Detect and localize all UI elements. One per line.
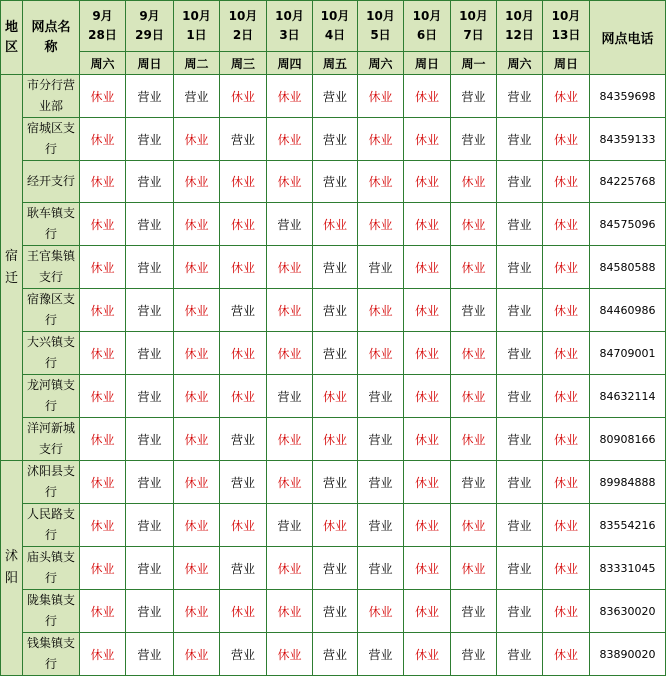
header-date-label: 10月3日 bbox=[275, 9, 304, 42]
header-date-0 bbox=[80, 1, 126, 52]
status-open: 营业 bbox=[126, 375, 174, 418]
branch-name: 宿豫区支行 bbox=[23, 289, 80, 332]
status-open: 营业 bbox=[126, 289, 174, 332]
table-row bbox=[1, 418, 666, 461]
status-open: 营业 bbox=[497, 332, 543, 375]
status-open: 营业 bbox=[358, 633, 404, 676]
status-closed: 休业 bbox=[80, 461, 126, 504]
status-closed: 休业 bbox=[358, 590, 404, 633]
status-closed: 休业 bbox=[220, 590, 267, 633]
status-closed: 休业 bbox=[543, 246, 590, 289]
status-closed: 休业 bbox=[543, 633, 590, 676]
status-closed: 休业 bbox=[80, 590, 126, 633]
status-closed: 休业 bbox=[451, 246, 497, 289]
table-row bbox=[1, 118, 666, 161]
status-open: 营业 bbox=[497, 461, 543, 504]
status-open: 营业 bbox=[220, 547, 267, 590]
status-open: 营业 bbox=[126, 161, 174, 203]
status-closed: 休业 bbox=[80, 504, 126, 547]
status-open: 营业 bbox=[358, 461, 404, 504]
status-open: 营业 bbox=[497, 289, 543, 332]
branch-name: 陇集镇支行 bbox=[23, 590, 80, 633]
status-closed: 休业 bbox=[543, 332, 590, 375]
status-open: 营业 bbox=[313, 289, 358, 332]
header-date-label: 10月4日 bbox=[320, 9, 350, 42]
header-weekday-4: 周四 bbox=[267, 52, 313, 75]
status-closed: 休业 bbox=[267, 289, 313, 332]
table-row bbox=[1, 203, 666, 246]
status-open: 营业 bbox=[220, 633, 267, 676]
branch-name: 钱集镇支行 bbox=[23, 633, 80, 676]
status-closed: 休业 bbox=[543, 375, 590, 418]
status-open: 营业 bbox=[497, 203, 543, 246]
status-open: 营业 bbox=[313, 246, 358, 289]
table-row bbox=[1, 161, 666, 203]
branch-phone: 84632114 bbox=[590, 375, 666, 418]
status-open: 营业 bbox=[126, 203, 174, 246]
table-row bbox=[1, 633, 666, 676]
region-name: 宿迁 bbox=[4, 248, 18, 286]
status-closed: 休业 bbox=[267, 633, 313, 676]
status-closed: 休业 bbox=[174, 118, 220, 161]
status-closed: 休业 bbox=[220, 375, 267, 418]
header-date-label: 10月7日 bbox=[459, 9, 488, 42]
branch-name: 王官集镇支行 bbox=[23, 246, 80, 289]
status-open: 营业 bbox=[313, 590, 358, 633]
status-closed: 休业 bbox=[80, 118, 126, 161]
status-closed: 休业 bbox=[451, 332, 497, 375]
status-open: 营业 bbox=[497, 118, 543, 161]
table-row bbox=[1, 461, 666, 504]
status-closed: 休业 bbox=[267, 75, 313, 118]
status-closed: 休业 bbox=[358, 332, 404, 375]
status-closed: 休业 bbox=[451, 547, 497, 590]
region-name: 沭阳 bbox=[4, 549, 18, 586]
status-open: 营业 bbox=[451, 75, 497, 118]
status-open: 营业 bbox=[451, 461, 497, 504]
status-open: 营业 bbox=[220, 418, 267, 461]
status-closed: 休业 bbox=[404, 461, 451, 504]
status-closed: 休业 bbox=[80, 375, 126, 418]
status-closed: 休业 bbox=[543, 590, 590, 633]
status-closed: 休业 bbox=[404, 75, 451, 118]
status-closed: 休业 bbox=[80, 203, 126, 246]
branch-name: 龙河镇支行 bbox=[23, 375, 80, 418]
status-open: 营业 bbox=[126, 590, 174, 633]
status-closed: 休业 bbox=[80, 633, 126, 676]
header-date-label: 9月28日 bbox=[88, 9, 117, 42]
header-date-4 bbox=[267, 1, 313, 52]
status-closed: 休业 bbox=[80, 332, 126, 375]
table-row bbox=[1, 75, 666, 118]
status-closed: 休业 bbox=[404, 332, 451, 375]
table-row bbox=[1, 504, 666, 547]
branch-phone: 84359698 bbox=[590, 75, 666, 118]
branch-phone: 83331045 bbox=[590, 547, 666, 590]
status-closed: 休业 bbox=[220, 161, 267, 203]
status-closed: 休业 bbox=[404, 375, 451, 418]
status-closed: 休业 bbox=[80, 418, 126, 461]
table-row bbox=[1, 547, 666, 590]
branch-name: 市分行营业部 bbox=[23, 75, 80, 118]
status-closed: 休业 bbox=[358, 118, 404, 161]
status-closed: 休业 bbox=[267, 246, 313, 289]
status-closed: 休业 bbox=[543, 504, 590, 547]
status-open: 营业 bbox=[267, 203, 313, 246]
status-closed: 休业 bbox=[313, 203, 358, 246]
status-closed: 休业 bbox=[358, 289, 404, 332]
status-closed: 休业 bbox=[404, 547, 451, 590]
status-closed: 休业 bbox=[174, 161, 220, 203]
branch-phone: 84709001 bbox=[590, 332, 666, 375]
status-closed: 休业 bbox=[80, 246, 126, 289]
status-closed: 休业 bbox=[313, 375, 358, 418]
status-open: 营业 bbox=[126, 504, 174, 547]
status-open: 营业 bbox=[451, 590, 497, 633]
header-region-label: 地区 bbox=[4, 19, 18, 55]
header-branch-label: 网点名称 bbox=[31, 19, 71, 55]
header-weekday-8: 周一 bbox=[451, 52, 497, 75]
status-closed: 休业 bbox=[404, 590, 451, 633]
status-closed: 休业 bbox=[313, 504, 358, 547]
status-open: 营业 bbox=[126, 332, 174, 375]
table-row bbox=[1, 332, 666, 375]
status-closed: 休业 bbox=[80, 547, 126, 590]
status-closed: 休业 bbox=[543, 547, 590, 590]
status-open: 营业 bbox=[313, 75, 358, 118]
branch-phone: 84580588 bbox=[590, 246, 666, 289]
status-open: 营业 bbox=[220, 118, 267, 161]
header-weekday-0: 周六 bbox=[80, 52, 126, 75]
status-closed: 休业 bbox=[174, 289, 220, 332]
header-date-label: 10月5日 bbox=[366, 9, 395, 42]
status-closed: 休业 bbox=[80, 289, 126, 332]
status-open: 营业 bbox=[451, 289, 497, 332]
status-closed: 休业 bbox=[543, 203, 590, 246]
status-closed: 休业 bbox=[80, 75, 126, 118]
status-open: 营业 bbox=[126, 461, 174, 504]
header-weekday-9: 周六 bbox=[497, 52, 543, 75]
header-date-7 bbox=[404, 1, 451, 52]
branch-phone: 83630020 bbox=[590, 590, 666, 633]
status-open: 营业 bbox=[358, 547, 404, 590]
status-closed: 休业 bbox=[451, 203, 497, 246]
status-open: 营业 bbox=[497, 246, 543, 289]
status-closed: 休业 bbox=[80, 161, 126, 203]
status-open: 营业 bbox=[497, 590, 543, 633]
header-date-2 bbox=[174, 1, 220, 52]
branch-name: 宿城区支行 bbox=[23, 118, 80, 161]
header-weekday-6: 周六 bbox=[358, 52, 404, 75]
branch-name: 洋河新城支行 bbox=[23, 418, 80, 461]
header-weekday-3: 周三 bbox=[220, 52, 267, 75]
status-open: 营业 bbox=[126, 75, 174, 118]
status-open: 营业 bbox=[497, 504, 543, 547]
status-closed: 休业 bbox=[220, 246, 267, 289]
status-closed: 休业 bbox=[220, 203, 267, 246]
status-open: 营业 bbox=[126, 118, 174, 161]
status-closed: 休业 bbox=[451, 375, 497, 418]
header-weekday-10: 周日 bbox=[543, 52, 590, 75]
status-closed: 休业 bbox=[174, 418, 220, 461]
header-date-5 bbox=[313, 1, 358, 52]
branch-phone: 84359133 bbox=[590, 118, 666, 161]
status-closed: 休业 bbox=[543, 75, 590, 118]
status-closed: 休业 bbox=[404, 418, 451, 461]
status-closed: 休业 bbox=[267, 461, 313, 504]
status-open: 营业 bbox=[358, 375, 404, 418]
branch-name: 耿车镇支行 bbox=[23, 203, 80, 246]
status-open: 营业 bbox=[220, 461, 267, 504]
status-open: 营业 bbox=[267, 504, 313, 547]
status-closed: 休业 bbox=[313, 418, 358, 461]
status-closed: 休业 bbox=[267, 590, 313, 633]
branch-name: 大兴镇支行 bbox=[23, 332, 80, 375]
status-open: 营业 bbox=[313, 332, 358, 375]
status-open: 营业 bbox=[451, 633, 497, 676]
header-date-9 bbox=[497, 1, 543, 52]
branch-phone: 80908166 bbox=[590, 418, 666, 461]
status-closed: 休业 bbox=[174, 633, 220, 676]
status-open: 营业 bbox=[313, 461, 358, 504]
status-open: 营业 bbox=[497, 633, 543, 676]
status-closed: 休业 bbox=[174, 461, 220, 504]
branch-phone: 84575096 bbox=[590, 203, 666, 246]
status-open: 营业 bbox=[126, 547, 174, 590]
status-closed: 休业 bbox=[451, 504, 497, 547]
status-open: 营业 bbox=[174, 75, 220, 118]
header-weekday-7: 周日 bbox=[404, 52, 451, 75]
header-weekday-2: 周二 bbox=[174, 52, 220, 75]
status-closed: 休业 bbox=[404, 289, 451, 332]
status-closed: 休业 bbox=[267, 161, 313, 203]
status-open: 营业 bbox=[126, 633, 174, 676]
header-date-label: 9月29日 bbox=[135, 9, 164, 42]
status-closed: 休业 bbox=[174, 547, 220, 590]
status-open: 营业 bbox=[497, 161, 543, 203]
table-row bbox=[1, 375, 666, 418]
header-date-label: 10月13日 bbox=[551, 9, 581, 42]
header-phone: 网点电话 bbox=[590, 1, 666, 75]
status-closed: 休业 bbox=[404, 246, 451, 289]
branch-name: 沭阳县支行 bbox=[23, 461, 80, 504]
status-open: 营业 bbox=[313, 547, 358, 590]
header-weekday-1: 周日 bbox=[126, 52, 174, 75]
header-date-8 bbox=[451, 1, 497, 52]
status-open: 营业 bbox=[267, 375, 313, 418]
status-closed: 休业 bbox=[451, 161, 497, 203]
status-open: 营业 bbox=[220, 289, 267, 332]
branch-phone: 83554216 bbox=[590, 504, 666, 547]
status-closed: 休业 bbox=[543, 418, 590, 461]
status-closed: 休业 bbox=[543, 289, 590, 332]
status-closed: 休业 bbox=[220, 332, 267, 375]
status-closed: 休业 bbox=[174, 590, 220, 633]
status-open: 营业 bbox=[497, 75, 543, 118]
status-closed: 休业 bbox=[404, 203, 451, 246]
branch-phone: 84460986 bbox=[590, 289, 666, 332]
status-open: 营业 bbox=[126, 418, 174, 461]
header-date-6 bbox=[358, 1, 404, 52]
status-open: 营业 bbox=[313, 633, 358, 676]
status-closed: 休业 bbox=[358, 75, 404, 118]
status-closed: 休业 bbox=[174, 203, 220, 246]
header-weekday-5: 周五 bbox=[313, 52, 358, 75]
status-closed: 休业 bbox=[267, 332, 313, 375]
header-date-label: 10月2日 bbox=[228, 9, 258, 42]
status-closed: 休业 bbox=[267, 118, 313, 161]
header-date-1 bbox=[126, 1, 174, 52]
status-closed: 休业 bbox=[267, 418, 313, 461]
table-row bbox=[1, 289, 666, 332]
status-closed: 休业 bbox=[358, 161, 404, 203]
status-open: 营业 bbox=[358, 418, 404, 461]
status-open: 营业 bbox=[313, 161, 358, 203]
header-region bbox=[1, 1, 23, 75]
status-closed: 休业 bbox=[267, 547, 313, 590]
region-cell bbox=[1, 75, 23, 461]
status-closed: 休业 bbox=[404, 161, 451, 203]
status-closed: 休业 bbox=[174, 375, 220, 418]
status-open: 营业 bbox=[497, 418, 543, 461]
status-closed: 休业 bbox=[543, 118, 590, 161]
status-closed: 休业 bbox=[543, 461, 590, 504]
branch-name: 经开支行 bbox=[23, 161, 80, 203]
status-closed: 休业 bbox=[451, 418, 497, 461]
status-open: 营业 bbox=[358, 246, 404, 289]
status-closed: 休业 bbox=[404, 118, 451, 161]
status-closed: 休业 bbox=[404, 633, 451, 676]
header-date-label: 10月6日 bbox=[412, 9, 442, 42]
status-open: 营业 bbox=[451, 118, 497, 161]
header-date-label: 10月1日 bbox=[182, 9, 211, 42]
table-row bbox=[1, 246, 666, 289]
header-date-10 bbox=[543, 1, 590, 52]
branch-name: 人民路支行 bbox=[23, 504, 80, 547]
branch-phone: 84225768 bbox=[590, 161, 666, 203]
status-open: 营业 bbox=[497, 547, 543, 590]
status-closed: 休业 bbox=[358, 203, 404, 246]
header-branch bbox=[23, 1, 80, 75]
status-open: 营业 bbox=[126, 246, 174, 289]
region-cell bbox=[1, 461, 23, 676]
status-closed: 休业 bbox=[174, 246, 220, 289]
status-open: 营业 bbox=[313, 118, 358, 161]
status-closed: 休业 bbox=[174, 504, 220, 547]
branch-phone: 89984888 bbox=[590, 461, 666, 504]
status-open: 营业 bbox=[497, 375, 543, 418]
status-closed: 休业 bbox=[174, 332, 220, 375]
header-date-label: 10月12日 bbox=[505, 9, 534, 42]
header-date-3 bbox=[220, 1, 267, 52]
status-closed: 休业 bbox=[404, 504, 451, 547]
table-row bbox=[1, 590, 666, 633]
status-closed: 休业 bbox=[543, 161, 590, 203]
status-closed: 休业 bbox=[220, 504, 267, 547]
status-closed: 休业 bbox=[220, 75, 267, 118]
branch-phone: 83890020 bbox=[590, 633, 666, 676]
branch-name: 庙头镇支行 bbox=[23, 547, 80, 590]
status-open: 营业 bbox=[358, 504, 404, 547]
